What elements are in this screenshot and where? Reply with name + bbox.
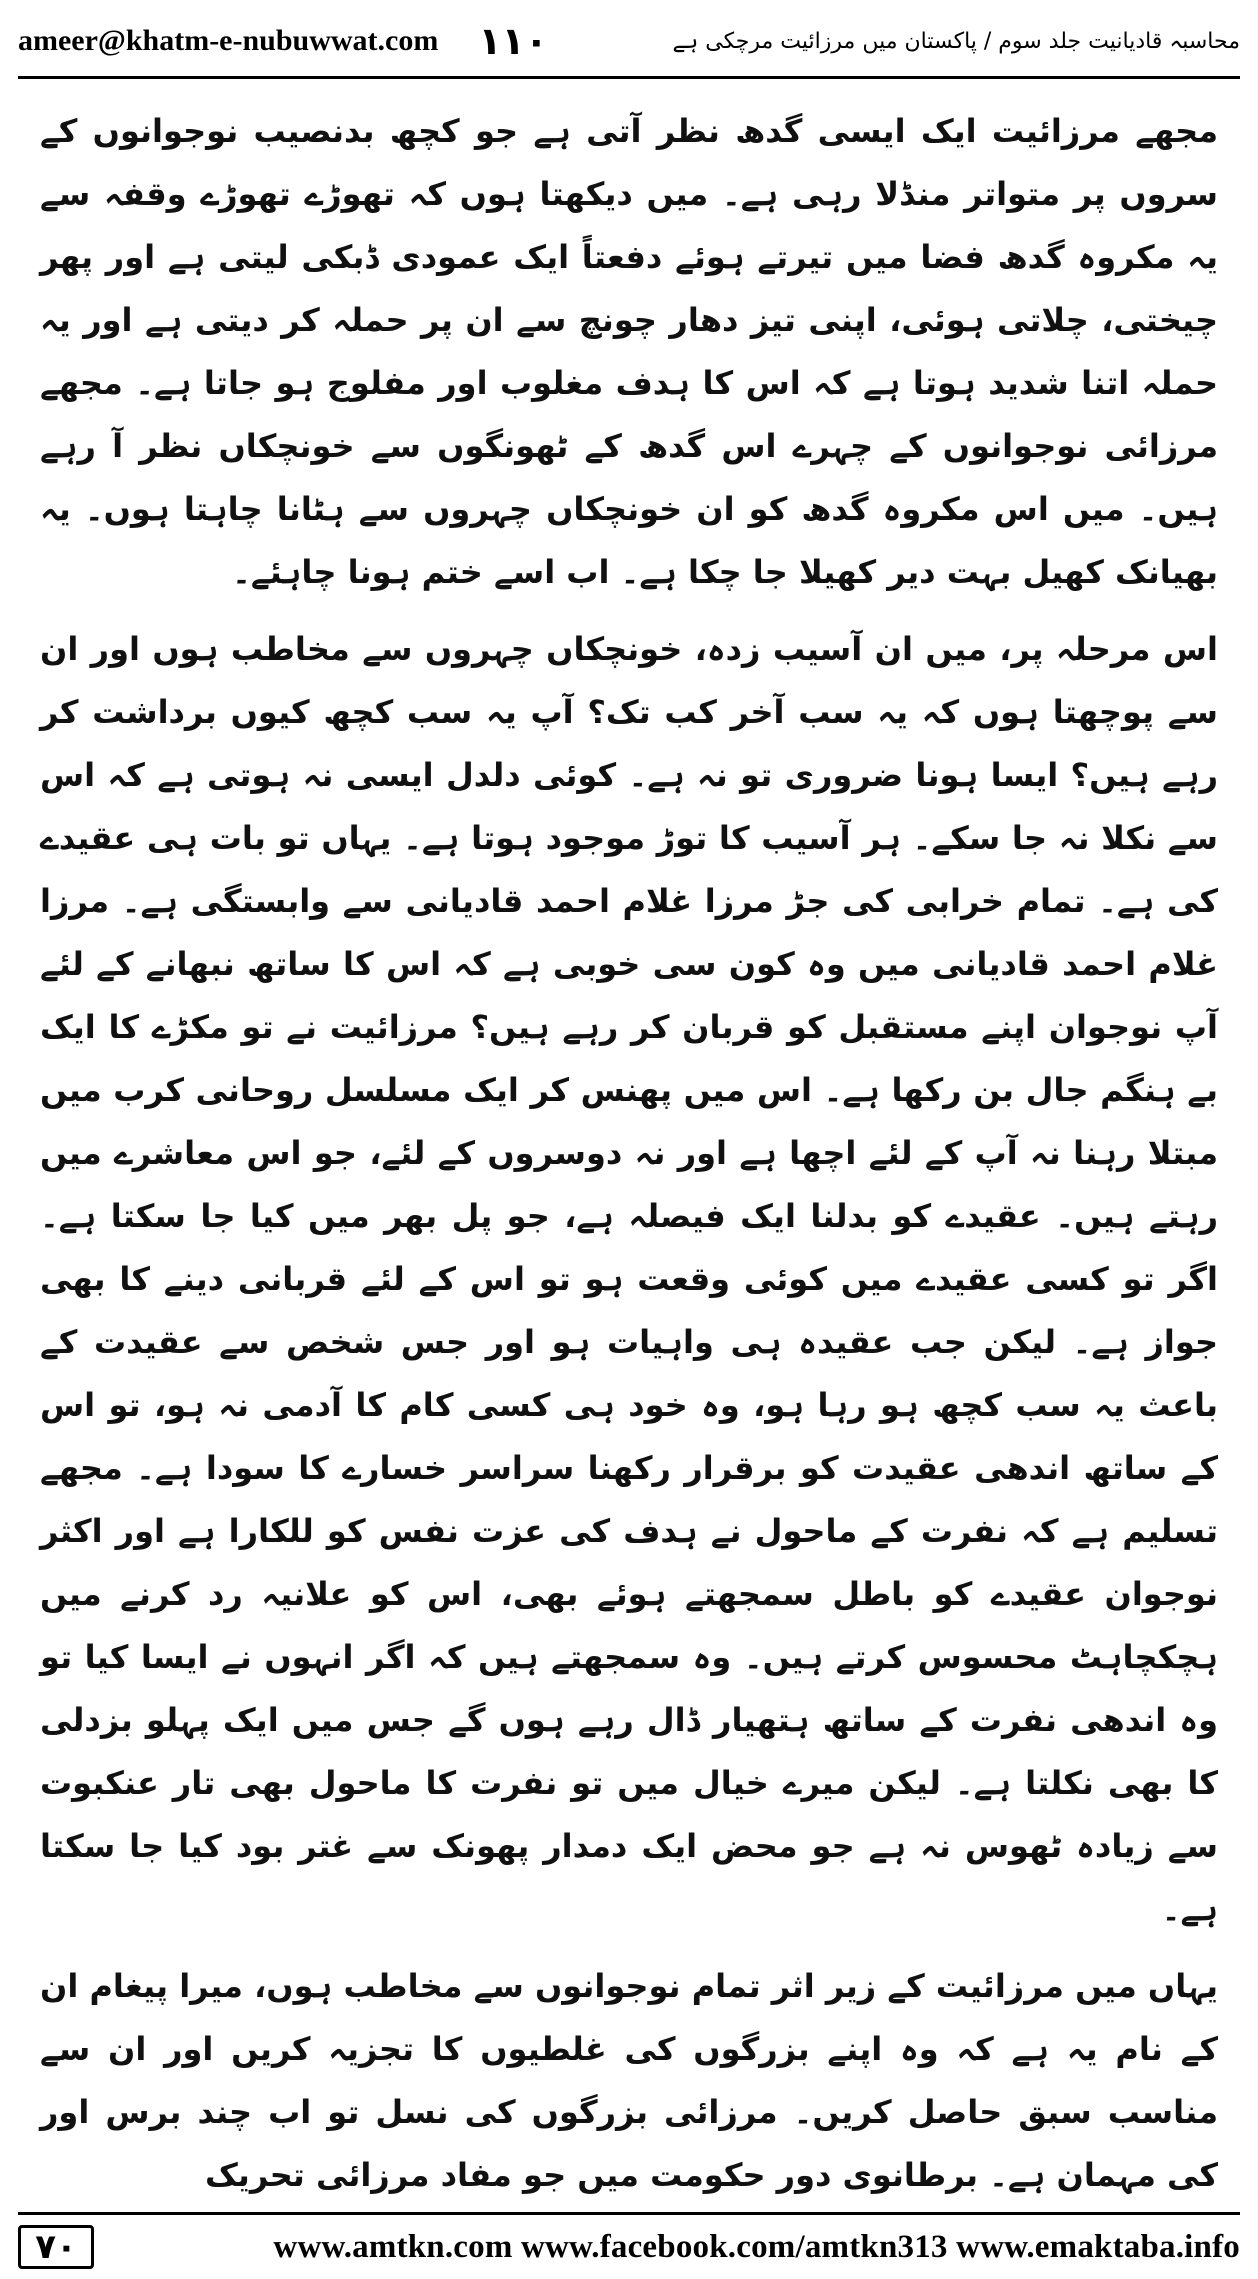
paragraph-2: اس مرحلہ پر، میں ان آسیب زدہ، خونچکاں چہروں سے مخاطب ہوں اور ان سے پوچھتا ہوں کہ یہ سب آخر کب تک؟ آپ یہ سب کچھ کیوں برداشت کر رہے ہیں؟ ایسا ہونا ضروری تو نہ ہے۔ کوئی دلدل ایسی نہ ہوتی ہے کہ اس سے نکلا نہ جا سکے۔ ہر آسیب کا توڑ موجود ہوتا ہے۔ یہاں تو بات ہی عقیدے کی ہے۔ تمام خرابی کی جڑ مرزا غلام احمد قادیانی سے وابستگی ہے۔ مرزا غلام احمد قادیانی میں وہ کون سی خوبی ہے کہ اس کا ساتھ نبھانے کے لئے آپ نوجوان اپنے مستقبل کو قربان کر رہے ہیں؟ مرزائیت نے تو مکڑے کا ایک بے ہنگم جال بن رکھا ہے۔ اس میں پھنس کر ایک مسلسل روحانی کرب میں مبتلا رہنا نہ آپ کے لئے اچھا ہے اور نہ دوسروں کے لئے، جو اس معاشرے میں رہتے ہیں۔ عقیدے کو بدلنا ایک فیصلہ ہے، جو پل بھر میں کیا جا سکتا ہے۔ اگر تو کسی عقیدے میں کوئی وقعت ہو تو اس کے لئے قربانی دینے کا بھی جواز ہے۔ لیکن جب عقیدہ ہی واہیات ہو اور جس شخص سے عقیدت کے باعث یہ سب کچھ ہو رہا ہو، وہ خود ہی کسی کام کا آدمی نہ ہو، تو اس کے ساتھ اندھی عقیدت کو برقرار رکھنا سراسر خسارے کا سودا ہے۔ مجھے تسلیم ہے کہ نفرت کے ماحول نے ہدف کی عزت نفس کو للکارا ہے اور اکثر نوجوان عقیدے کو باطل سمجھتے ہوئے بھی، اس کو علانیہ رد کرنے میں ہچکچاہٹ محسوس کرتے ہیں۔ وہ سمجھتے ہیں کہ اگر انہوں نے ایسا کیا تو وہ اندھی نفرت کے ساتھ ہتھیار ڈال رہے ہوں گے جس میں ایک پہلو بزدلی کا بھی نکلتا ہے۔ لیکن میرے خیال میں تو نفرت کا ماحول بھی تار عنکبوت سے زیادہ ٹھوس نہ ہے جو محض ایک دمدار پھونک سے غتر بود کیا جا سکتا ہے۔	[40, 630, 1218, 1928]
header-email[interactable]: ameer@khatm-e-nubuwwat.com	[18, 24, 439, 57]
page-footer	[18, 2222, 1240, 2272]
body-text	[40, 100, 1218, 2221]
page-header	[18, 8, 1240, 74]
footer-website-links[interactable]: www.amtkn.com www.facebook.com/amtkn313 www.emaktaba.info	[273, 2228, 1240, 2265]
header-page-number: ۱۱۰	[478, 19, 548, 63]
paragraph-1: مجھے مرزائیت ایک ایسی گدھ نظر آتی ہے جو کچھ بدنصیب نوجوانوں کے سروں پر متواتر منڈلا رہی ہے۔ میں دیکھتا ہوں کہ تھوڑے تھوڑے وقفہ سے یہ مکروہ گدھ فضا میں تیرتے ہوئے دفعتاً ایک عمودی ڈبکی لیتی ہے اور پھر چیختی، چلاتی ہوئی، اپنی تیز دھار چونچ سے ان پر حملہ کر دیتی ہے اور یہ حملہ اتنا شدید ہوتا ہے کہ اس کا ہدف مغلوب اور مفلوج ہو جاتا ہے۔ مجھے مرزائی نوجوانوں کے چہرے اس گدھ کے ٹھونگوں سے خونچکاں نظر آ رہے ہیں۔ میں اس مکروہ گدھ کو ان خونچکاں چہروں سے ہٹانا چاہتا ہوں۔ یہ بھیانک کھیل بہت دیر کھیلا جا چکا ہے۔ اب اسے ختم ہونا چاہئے۔	[40, 112, 1218, 591]
header-divider	[18, 76, 1240, 79]
header-running-title: محاسبہ قادیانیت جلد سوم / پاکستان میں مرزائیت مرچکی ہے	[672, 28, 1240, 54]
footer-page-number: ۷۰	[18, 2225, 94, 2269]
footer-divider	[18, 2212, 1240, 2215]
paragraph-3: یہاں میں مرزائیت کے زیر اثر تمام نوجوانوں سے مخاطب ہوں، میرا پیغام ان کے نام یہ ہے کہ وہ اپنے بزرگوں کی غلطیوں کا تجزیہ کریں اور ان سے مناسب سبق حاصل کریں۔ مرزائی بزرگوں کی نسل تو اب چند برس اور کی مہمان ہے۔ برطانوی دور حکومت میں جو مفاد مرزائی تحریک	[40, 1967, 1218, 2194]
